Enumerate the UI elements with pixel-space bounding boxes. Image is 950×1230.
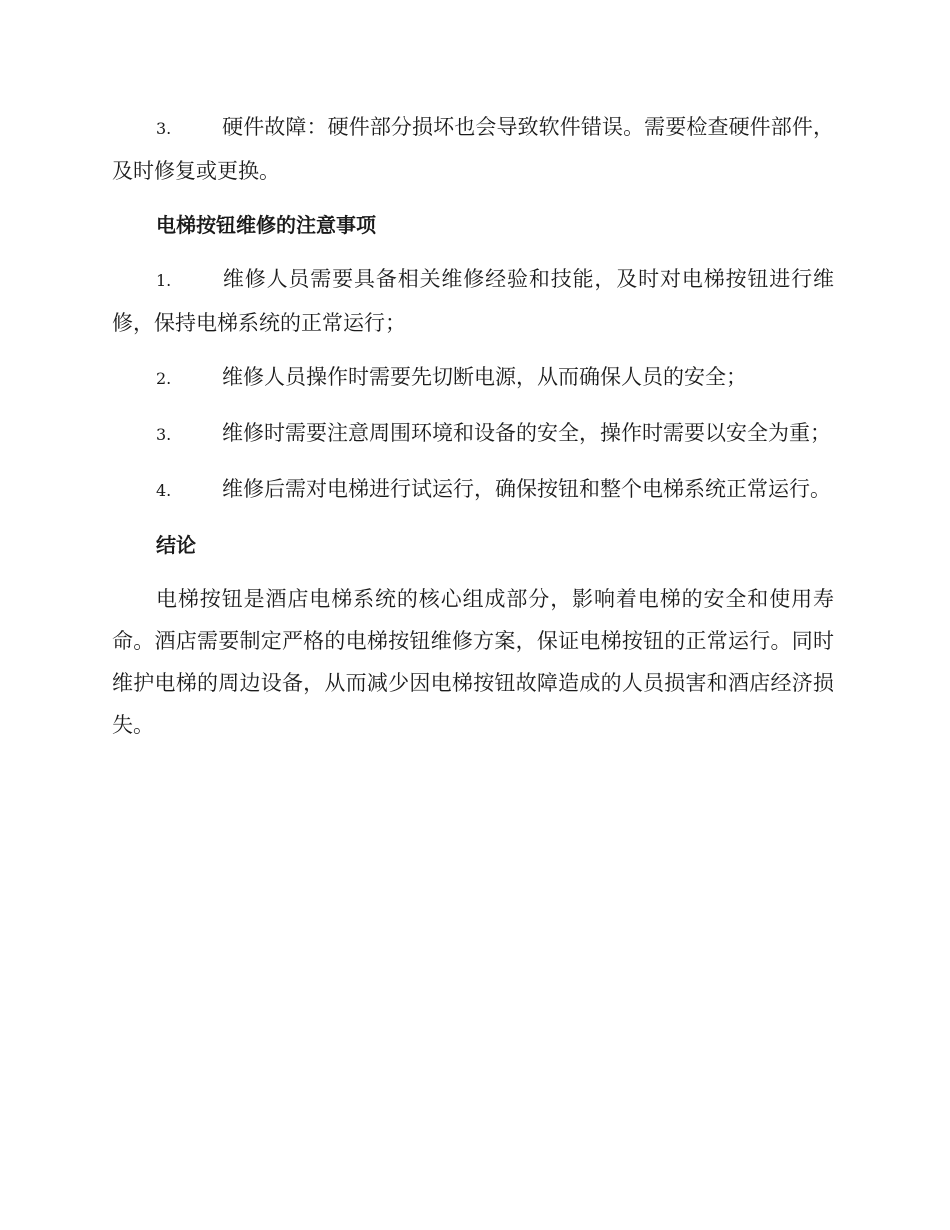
document-body [112, 106, 834, 746]
section-heading-notes: 电梯按钮维修的注意事项 [156, 213, 376, 237]
section-heading-conclusion: 结论 [156, 533, 196, 557]
list-item-text: 维修时需要注意周围环境和设备的安全，操作时需要以安全为重； [222, 421, 831, 445]
list-item [112, 412, 834, 456]
list-item-text: 维修人员需要具备相关维修经验和技能，及时对电梯按钮进行维修，保持电梯系统的正常运行； [112, 267, 834, 335]
list-item [112, 106, 834, 192]
list-item-number: 2. [156, 369, 172, 388]
list-item-text: 维修后需对电梯进行试运行，确保按钮和整个电梯系统正常运行。 [222, 477, 831, 501]
list-item [112, 468, 834, 512]
conclusion-paragraph: 电梯按钮是酒店电梯系统的核心组成部分，影响着电梯的安全和使用寿命。酒店需要制定严格的电梯按钮维修方案，保证电梯按钮的正常运行。同时维护电梯的周边设备，从而减少因电梯按钮故障造成的人员损害和酒店经济损失。 [112, 587, 834, 737]
list-item-number: 3. [156, 119, 172, 138]
list-item-number: 4. [156, 481, 172, 500]
list-item [112, 356, 834, 400]
list-item-text: 维修人员操作时需要先切断电源，从而确保人员的安全； [222, 365, 747, 389]
list-item [112, 258, 834, 344]
list-item-number: 1. [156, 271, 172, 290]
list-item-text: 硬件故障：硬件部分损坏也会导致软件错误。需要检查硬件部件，及时修复或更换。 [112, 115, 834, 183]
list-item-number: 3. [156, 425, 172, 444]
